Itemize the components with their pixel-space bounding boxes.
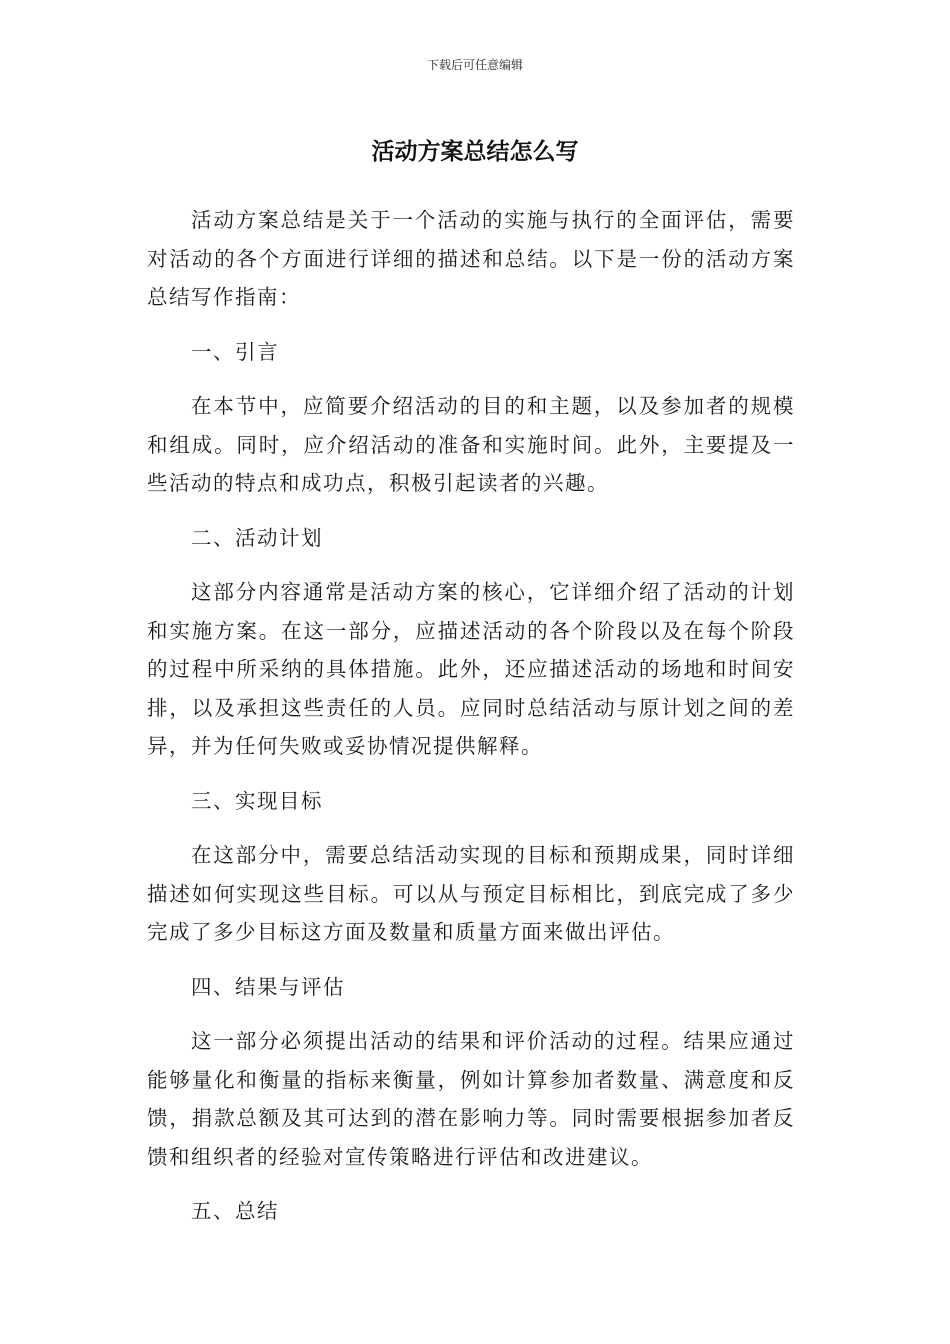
header-note: 下载后可任意编辑 (426, 58, 523, 72)
section-heading-goals: 三、实现目标 (191, 788, 323, 813)
document-body (147, 201, 795, 1247)
section-heading-introduction: 一、引言 (191, 339, 279, 364)
section-paragraph-results: 这一部分必须提出活动的结果和评价活动的过程。结果应通过能够量化和衡量的指标来衡量，例如计算参加者数量、满意度和反馈，捐款总额及其可达到的潜在影响力等。同时需要根据参加者反馈和组织者的经验对宣传策略进行评估和改进建议。 (147, 1029, 795, 1169)
section-heading-results: 四、结果与评估 (191, 974, 345, 999)
document-title: 活动方案总结怎么写 (371, 139, 579, 165)
section-paragraph-goals: 在这部分中，需要总结活动实现的目标和预期成果，同时详细描述如何实现这些目标。可以从与预定目标相比，到底完成了多少完成了多少目标这方面及数量和质量方面来做出评估。 (147, 843, 795, 944)
section-paragraph-activity-plan: 这部分内容通常是活动方案的核心，它详细介绍了活动的计划和实施方案。在这一部分，应描述活动的各个阶段以及在每个阶段的过程中所采纳的具体措施。此外，还应描述活动的场地和时间安排，以及承担这些责任的人员。应同时总结活动与原计划之间的差异，并为任何失败或妥协情况提供解释。 (147, 580, 795, 758)
section-paragraph-introduction: 在本节中，应简要介绍活动的目的和主题，以及参加者的规模和组成。同时，应介绍活动的准备和实施时间。此外，主要提及一些活动的特点和成功点，积极引起读者的兴趣。 (147, 394, 795, 495)
intro-paragraph: 活动方案总结是关于一个活动的实施与执行的全面评估，需要对活动的各个方面进行详细的描述和总结。以下是一份的活动方案总结写作指南： (147, 208, 795, 309)
section-heading-summary: 五、总结 (191, 1199, 279, 1223)
section-heading-activity-plan: 二、活动计划 (191, 525, 323, 550)
